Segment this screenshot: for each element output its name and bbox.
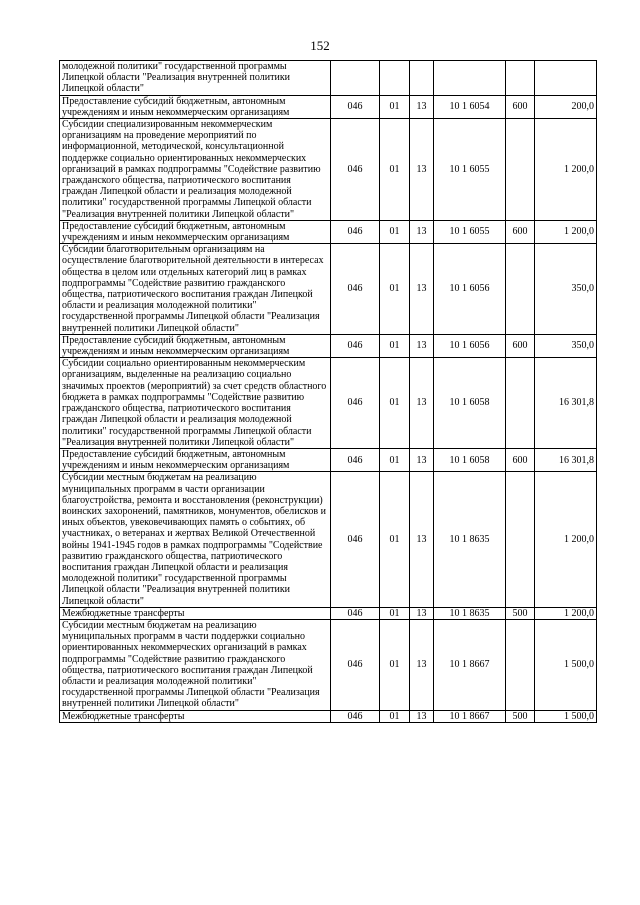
expense-type-cell: 600 xyxy=(506,448,535,471)
item-name-cell: Межбюджетные трансферты xyxy=(60,710,331,722)
grbs-code-cell: 046 xyxy=(331,244,380,335)
section-code-cell: 01 xyxy=(380,358,410,449)
item-name-cell: Межбюджетные трансферты xyxy=(60,607,331,619)
grbs-code-cell: 046 xyxy=(331,358,380,449)
table-row xyxy=(60,334,597,357)
amount-cell: 1 500,0 xyxy=(535,619,597,710)
target-article-cell: 10 1 6055 xyxy=(434,220,506,243)
section-code-cell: 01 xyxy=(380,472,410,607)
target-article-cell: 10 1 6056 xyxy=(434,334,506,357)
section-code-cell: 01 xyxy=(380,95,410,118)
table-row xyxy=(60,710,597,722)
item-name-cell: Предоставление субсидий бюджетным, автономным учреждениям и иным некоммерческим организациям xyxy=(60,220,331,243)
table-row xyxy=(60,619,597,710)
item-name-cell: Субсидии местным бюджетам на реализацию муниципальных программ в части поддержки социально ориентированных некоммерческих организаций в рамках подпрограммы "Содействие развитию гражданского общества, патриотического воспитания граждан Липецкой области и реализация молодежной политики" государственной программы Липецкой области "Реализация внутренней политики Липецкой области" xyxy=(60,619,331,710)
amount-cell: 350,0 xyxy=(535,244,597,335)
subsection-code-cell: 13 xyxy=(410,472,434,607)
subsection-code-cell: 13 xyxy=(410,334,434,357)
item-name-cell: Субсидии социально ориентированным некоммерческим организациям, выделенные на реализацию социально значимых проектов (мероприятий) за счет средств областного бюджета в рамках подпрограммы "Содействие развитию гражданского общества, патриотического воспитания граждан Липецкой области и реализация молодежной политики" государственной программы Липецкой области "Реализация внутренней политики Липецкой области" xyxy=(60,358,331,449)
grbs-code-cell: 046 xyxy=(331,119,380,221)
expense-type-cell xyxy=(506,358,535,449)
table-row xyxy=(60,448,597,471)
grbs-code-cell: 046 xyxy=(331,619,380,710)
target-article-cell: 10 1 6056 xyxy=(434,244,506,335)
table-row xyxy=(60,358,597,449)
expense-type-cell: 600 xyxy=(506,334,535,357)
grbs-code-cell: 046 xyxy=(331,95,380,118)
target-article-cell xyxy=(434,61,506,96)
amount-cell xyxy=(535,61,597,96)
grbs-code-cell: 046 xyxy=(331,334,380,357)
amount-cell: 1 200,0 xyxy=(535,607,597,619)
item-name-cell: Предоставление субсидий бюджетным, автономным учреждениям и иным некоммерческим организациям xyxy=(60,448,331,471)
table-row xyxy=(60,119,597,221)
expense-type-cell xyxy=(506,472,535,607)
expense-type-cell: 500 xyxy=(506,607,535,619)
section-code-cell: 01 xyxy=(380,448,410,471)
amount-cell: 16 301,8 xyxy=(535,358,597,449)
subsection-code-cell: 13 xyxy=(410,607,434,619)
amount-cell: 1 200,0 xyxy=(535,472,597,607)
grbs-code-cell: 046 xyxy=(331,710,380,722)
page-number: 152 xyxy=(310,38,330,53)
subsection-code-cell: 13 xyxy=(410,95,434,118)
table-row xyxy=(60,61,597,96)
section-code-cell: 01 xyxy=(380,607,410,619)
section-code-cell: 01 xyxy=(380,220,410,243)
amount-cell: 1 200,0 xyxy=(535,220,597,243)
target-article-cell: 10 1 8635 xyxy=(434,607,506,619)
amount-cell: 16 301,8 xyxy=(535,448,597,471)
target-article-cell: 10 1 6058 xyxy=(434,448,506,471)
grbs-code-cell: 046 xyxy=(331,607,380,619)
item-name-cell: молодежной политики" государственной программы Липецкой области "Реализация внутренней политики Липецкой области" xyxy=(60,61,331,96)
subsection-code-cell: 13 xyxy=(410,119,434,221)
section-code-cell: 01 xyxy=(380,710,410,722)
subsection-code-cell: 13 xyxy=(410,244,434,335)
amount-cell: 200,0 xyxy=(535,95,597,118)
target-article-cell: 10 1 6055 xyxy=(434,119,506,221)
section-code-cell: 01 xyxy=(380,244,410,335)
item-name-cell: Субсидии специализированным некоммерческим организациям на проведение мероприятий по информационной, методической, консультационной поддержке социально ориентированных некоммерческих организаций в рамках подпрограммы "Содействие развитию гражданского общества, патриотического воспитания граждан Липецкой области и реализация молодежной политики" государственной программы Липецкой области "Реализация внутренней политики Липецкой области" xyxy=(60,119,331,221)
expense-type-cell xyxy=(506,244,535,335)
expense-type-cell: 600 xyxy=(506,220,535,243)
subsection-code-cell: 13 xyxy=(410,710,434,722)
section-code-cell: 01 xyxy=(380,119,410,221)
table-row xyxy=(60,472,597,607)
budget-table xyxy=(59,60,597,723)
section-code-cell: 01 xyxy=(380,619,410,710)
target-article-cell: 10 1 8667 xyxy=(434,710,506,722)
expense-type-cell xyxy=(506,619,535,710)
item-name-cell: Субсидии благотворительным организациям на осуществление благотворительной деятельности в интересах общества в целом или отдельных категорий лиц в рамках подпрограммы "Содействие развитию гражданского общества, патриотического воспитания граждан Липецкой области и реализация молодежной политики" государственной программы Липецкой области "Реализация внутренней политики Липецкой области" xyxy=(60,244,331,335)
expense-type-cell xyxy=(506,119,535,221)
table-row xyxy=(60,220,597,243)
expense-type-cell: 500 xyxy=(506,710,535,722)
grbs-code-cell: 046 xyxy=(331,448,380,471)
section-code-cell xyxy=(380,61,410,96)
subsection-code-cell: 13 xyxy=(410,619,434,710)
table-row xyxy=(60,607,597,619)
target-article-cell: 10 1 8635 xyxy=(434,472,506,607)
subsection-code-cell: 13 xyxy=(410,358,434,449)
item-name-cell: Предоставление субсидий бюджетным, автономным учреждениям и иным некоммерческим организациям xyxy=(60,334,331,357)
amount-cell: 1 200,0 xyxy=(535,119,597,221)
section-code-cell: 01 xyxy=(380,334,410,357)
expense-type-cell: 600 xyxy=(506,95,535,118)
grbs-code-cell: 046 xyxy=(331,220,380,243)
target-article-cell: 10 1 8667 xyxy=(434,619,506,710)
target-article-cell: 10 1 6058 xyxy=(434,358,506,449)
amount-cell: 350,0 xyxy=(535,334,597,357)
table-row xyxy=(60,95,597,118)
subsection-code-cell: 13 xyxy=(410,220,434,243)
target-article-cell: 10 1 6054 xyxy=(434,95,506,118)
grbs-code-cell xyxy=(331,61,380,96)
expense-type-cell xyxy=(506,61,535,96)
amount-cell: 1 500,0 xyxy=(535,710,597,722)
item-name-cell: Предоставление субсидий бюджетным, автономным учреждениям и иным некоммерческим организациям xyxy=(60,95,331,118)
table-row xyxy=(60,244,597,335)
subsection-code-cell: 13 xyxy=(410,448,434,471)
grbs-code-cell: 046 xyxy=(331,472,380,607)
subsection-code-cell xyxy=(410,61,434,96)
table-body xyxy=(60,61,597,723)
item-name-cell: Субсидии местным бюджетам на реализацию муниципальных программ в части организации благоустройства, ремонта и восстановления (реконструкции) воинских захоронений, памятников, монументов, обелисков и иных объектов, увековечивающих память о событиях, об участниках, о ветеранах и жертвах Великой Отечественной войны 1941-1945 годов в рамках подпрограммы "Содействие развитию гражданского общества, патриотического воспитания граждан Липецкой области и реализация молодежной политики" государственной программы Липецкой области "Реализация внутренней политики Липецкой области" xyxy=(60,472,331,607)
